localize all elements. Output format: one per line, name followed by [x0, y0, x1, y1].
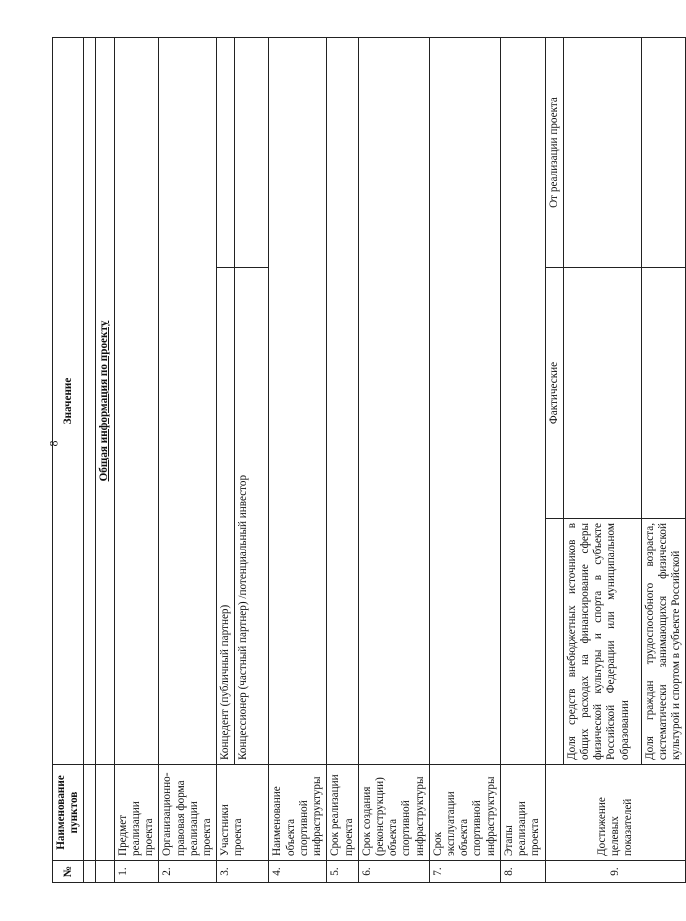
row-num: 7. — [429, 861, 500, 883]
row-name: Срок реализации проекта — [327, 765, 358, 861]
section-row — [96, 38, 114, 883]
row-name: Срок эксплуатации объекта спортивной инфраструктуры — [429, 765, 500, 861]
row-value — [500, 38, 545, 765]
row-name: Участники проекта — [217, 765, 269, 861]
row-num: 2. — [159, 861, 217, 883]
header-name: Наименование пунктов — [53, 765, 84, 861]
header-row — [53, 38, 84, 883]
blank-row — [84, 38, 96, 883]
row-name: Предмет реализации проекта — [114, 765, 159, 861]
row-name: Достижение целевых показателей — [545, 765, 686, 861]
table-row — [500, 38, 545, 883]
row-value — [327, 38, 358, 765]
row-name: Этапы реализации проекта — [500, 765, 545, 861]
table-row — [429, 38, 500, 883]
row-num: 3. — [217, 861, 269, 883]
section-title: Общая информация по проекту — [96, 38, 114, 765]
row-num: 6. — [358, 861, 429, 883]
participant-2: Концессионер (частный партнер) /потенциальный инвестор — [235, 268, 269, 765]
header-num: № — [53, 861, 84, 883]
row-num: 4. — [269, 861, 327, 883]
rotated-document-table — [52, 38, 683, 883]
table-row — [235, 38, 269, 883]
row-num: 8. — [500, 861, 545, 883]
row-num: 1. — [114, 861, 159, 883]
sub-header-project: От реализации проекта — [545, 38, 563, 268]
table-row — [114, 38, 159, 883]
table-row — [217, 38, 235, 883]
row-value — [269, 38, 327, 765]
row-value — [114, 38, 159, 765]
table-row — [269, 38, 327, 883]
row-value — [159, 38, 217, 765]
table-row — [545, 38, 563, 883]
row-num: 5. — [327, 861, 358, 883]
sub-header-actual: Фактические — [545, 268, 563, 519]
header-value: Значение — [53, 38, 84, 765]
table-row — [159, 38, 217, 883]
indicator-1: Доля средств внебюджетных источников в общих расходах на финансирование сферы физической культуры и спорта в субъекте Российской Федерации или муниципальном образовании — [563, 519, 641, 765]
participant-1: Концедент (публичный партнер) — [217, 268, 235, 765]
row-name: Организационно-правовая форма реализации проекта — [159, 765, 217, 861]
page-number: 8 — [46, 440, 61, 447]
row-name: Срок создания (реконструкции) объекта спортивной инфраструктуры — [358, 765, 429, 861]
row-name: Наименование объекта спортивной инфраструктуры — [269, 765, 327, 861]
table-row — [327, 38, 358, 883]
table-row — [563, 38, 641, 883]
row-value — [429, 38, 500, 765]
table-row — [358, 38, 429, 883]
row-value — [358, 38, 429, 765]
project-info-table — [52, 37, 686, 883]
indicator-2: Доля граждан трудоспособного возраста, систематически занимающихся физической культурой и спортом в субъекте Российской — [641, 519, 686, 765]
row-num: 9. — [545, 861, 686, 883]
table-row — [641, 38, 686, 883]
